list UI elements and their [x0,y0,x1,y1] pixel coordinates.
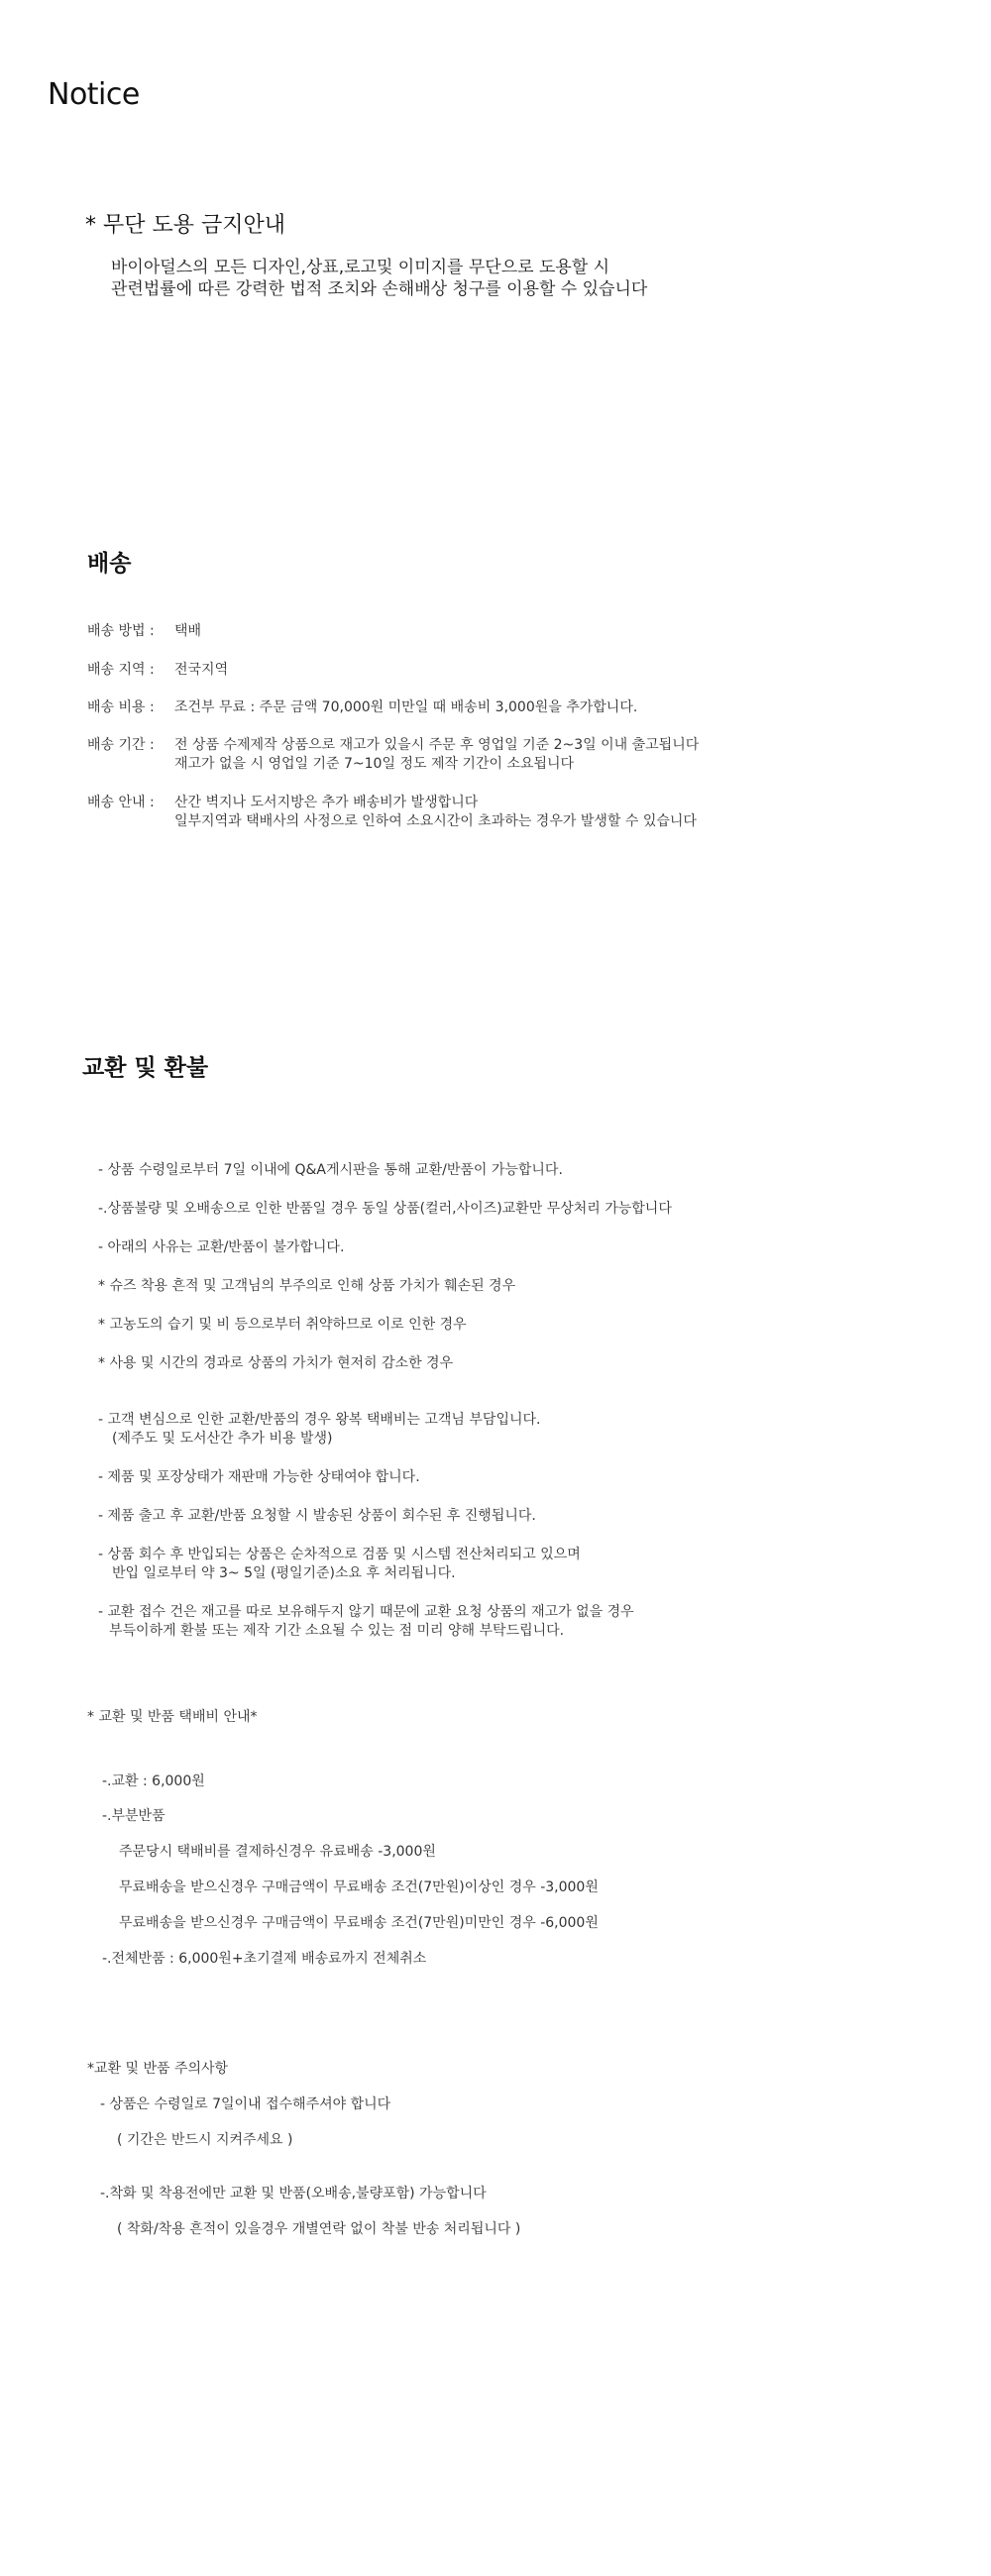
delivery-row-value: 택배 [174,623,202,639]
exchange-item: - 상품 수령일로부터 7일 이내에 Q&A게시판을 통해 교환/반품이 가능합니다. [98,1162,563,1178]
exchange-item: * 고농도의 습기 및 비 등으로부터 취약하므로 이로 인한 경우 [98,1317,467,1333]
exchange-item: - 아래의 사유는 교환/반품이 불가합니다. [98,1239,345,1255]
delivery-row-value: 산간 벽지나 도서지방은 추가 배송비가 발생합니다 [174,795,479,810]
delivery-row-value: 조건부 무료 : 주문 금액 70,000원 미만일 때 배송비 3,000원을 추가합니다. [174,699,638,715]
exchange-item: - 상품 회수 후 반입되는 상품은 순차적으로 검품 및 시스템 전산처리되고 있으며 [98,1547,581,1562]
fee-item: 무료배송을 받으신경우 구매금액이 무료배송 조건(7만원)이상인 경우 -3,000원 [119,1879,599,1895]
caution-item: ( 기간은 반드시 지켜주세요 ) [117,2132,293,2148]
delivery-row-value: 전국지역 [174,662,229,678]
delivery-row-label: 배송 방법 : [87,623,155,639]
exchange-item: - 제품 및 포장상태가 재판매 가능한 상태여야 합니다. [98,1469,420,1485]
fee-item: -.교환 : 6,000원 [102,1773,205,1789]
delivery-row-label: 배송 지역 : [87,662,155,678]
exchange-item: - 고객 변심으로 인한 교환/반품의 경우 왕복 택배비는 고객님 부담입니다. [98,1412,541,1428]
fee-item: 주문당시 택배비를 결제하신경우 유료배송 -3,000원 [119,1844,436,1860]
ban-line-2: 관련법률에 따른 강력한 법적 조치와 손해배상 청구를 이용할 수 있습니다 [111,279,648,299]
delivery-row-label: 배송 안내 : [87,795,155,810]
delivery-row-value: 일부지역과 택배사의 사정으로 인하여 소요시간이 초과하는 경우가 발생할 수 있습니다 [174,813,697,829]
delivery-row-region [87,659,229,679]
delivery-row-label: 배송 기간 : [87,737,155,753]
exchange-item: -.상품불량 및 오배송으로 인한 반품일 경우 동일 상품(컬러,사이즈)교환만 무상처리 가능합니다 [98,1201,672,1217]
exchange-item: 반입 일로부터 약 3~ 5일 (평일기준)소요 후 처리됩니다. [112,1565,456,1581]
fee-item: -.전체반품 : 6,000원+초기결제 배송료까지 전체취소 [102,1951,427,1967]
delivery-row-method [87,620,202,640]
delivery-title: 배송 [87,551,132,577]
exchange-item: 부득이하게 환불 또는 제작 기간 소요될 수 있는 점 미리 양해 부탁드립니다. [109,1623,565,1639]
fee-item: 무료배송을 받으신경우 구매금액이 무료배송 조건(7만원)미만인 경우 -6,000원 [119,1915,599,1931]
exchange-item: - 교환 접수 건은 재고를 따로 보유해두지 않기 때문에 교환 요청 상품의 재고가 없을 경우 [98,1604,634,1620]
exchange-item: * 슈즈 착용 흔적 및 고객님의 부주의로 인해 상품 가치가 훼손된 경우 [98,1278,516,1294]
delivery-row-period [87,734,700,772]
ban-heading: * 무단 도용 금지안내 [85,213,285,238]
notice-title: Notice [48,77,140,112]
caution-item: ( 착화/착용 흔적이 있을경우 개별연락 없이 착불 반송 처리됩니다 ) [117,2221,521,2237]
exchange-title: 교환 및 환불 [82,1055,209,1081]
fee-item: -.부분반품 [102,1808,165,1824]
exchange-item: - 제품 출고 후 교환/반품 요청할 시 발송된 상품이 회수된 후 진행됩니다. [98,1508,536,1524]
caution-item: - 상품은 수령일로 7일이내 접수해주셔야 합니다 [100,2096,391,2112]
caution-heading: *교환 및 반품 주의사항 [87,2061,229,2077]
delivery-row-label: 배송 비용 : [87,699,155,715]
ban-line-1: 바이아덜스의 모든 디자인,상표,로고및 이미지를 무단으로 도용할 시 [111,258,610,277]
caution-item: -.착화 및 착용전에만 교환 및 반품(오배송,불량포함) 가능합니다 [100,2186,487,2201]
delivery-row-cost [87,697,638,716]
delivery-row-guide [87,792,697,829]
delivery-row-value: 재고가 없을 시 영업일 기준 7~10일 정도 제작 기간이 소요됩니다 [174,756,575,772]
fee-heading: * 교환 및 반품 택배비 안내* [87,1709,258,1725]
exchange-item: * 사용 및 시간의 경과로 상품의 가치가 현저히 감소한 경우 [98,1355,454,1371]
exchange-item: (제주도 및 도서산간 추가 비용 발생) [112,1431,333,1447]
delivery-row-value: 전 상품 수제제작 상품으로 재고가 있을시 주문 후 영업일 기준 2~3일 이내 출고됩니다 [174,737,700,753]
